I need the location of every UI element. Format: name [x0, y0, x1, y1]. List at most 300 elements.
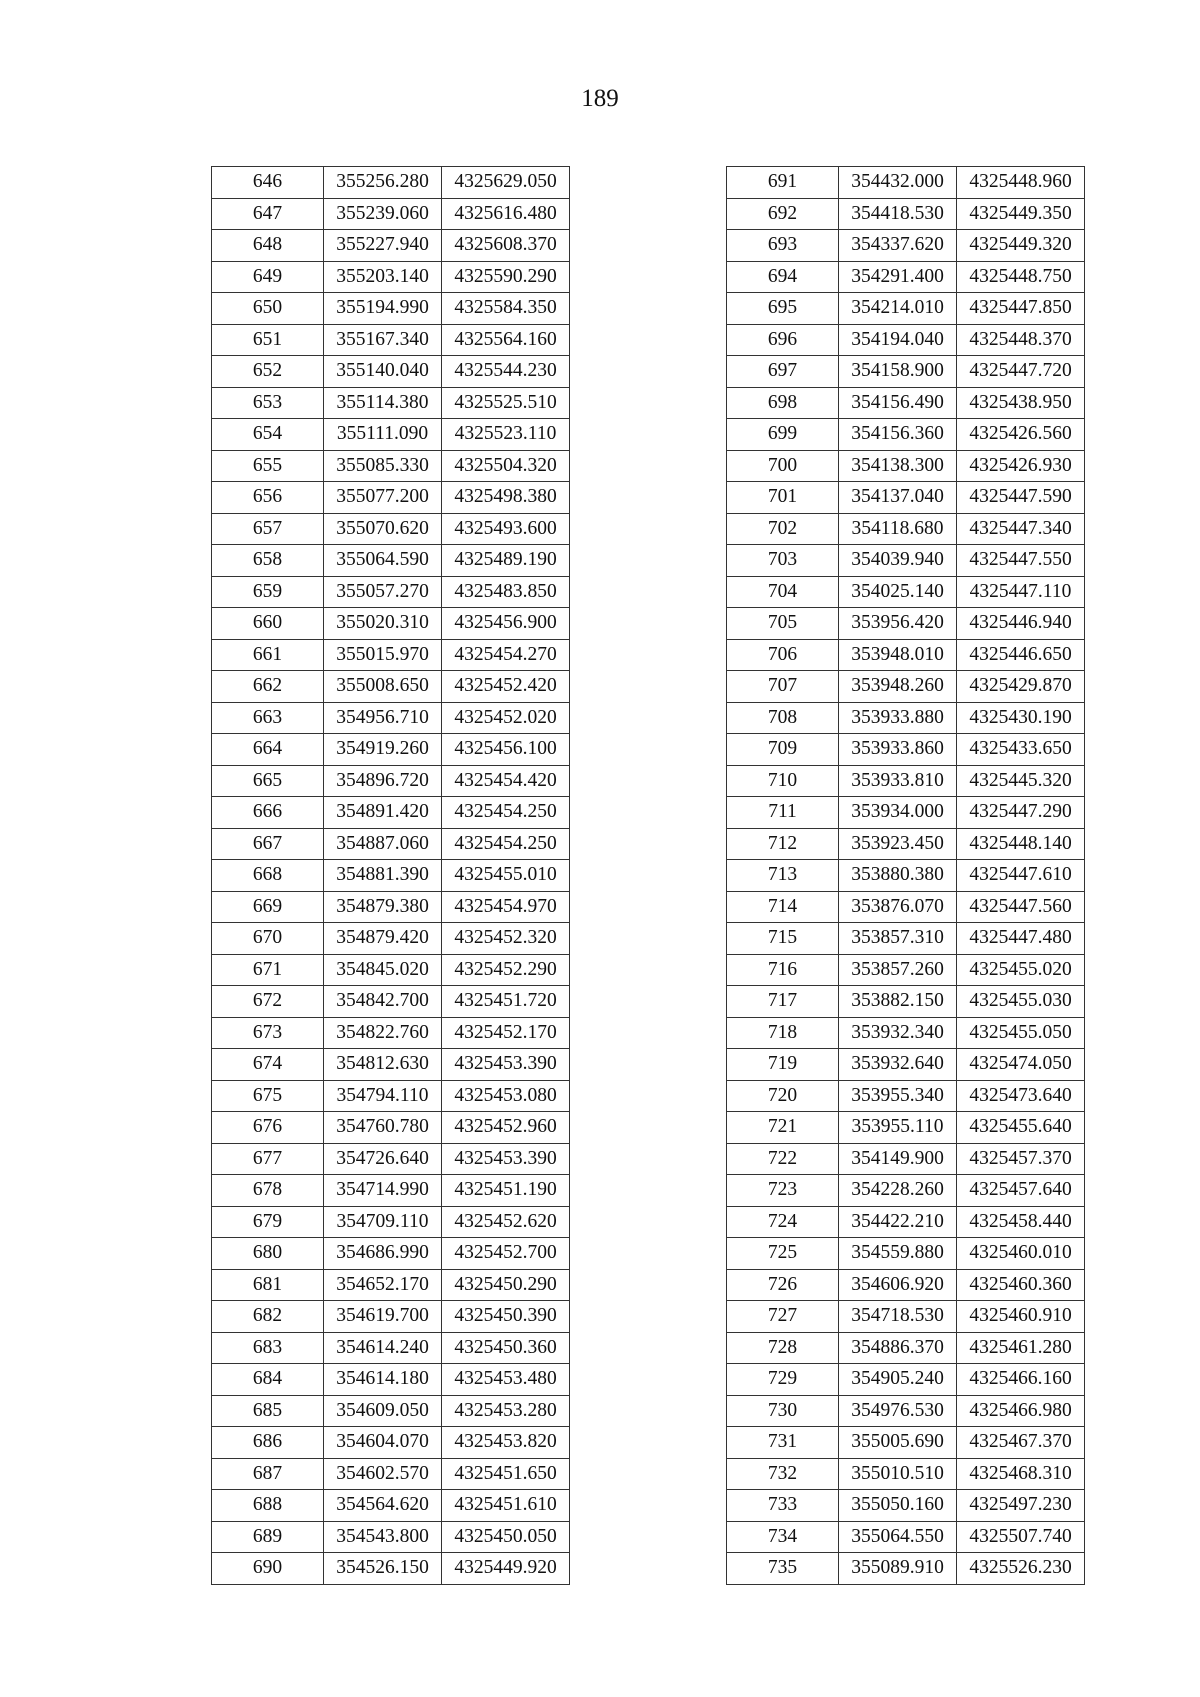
x-coordinate-cell: 353934.000: [839, 797, 957, 829]
y-coordinate-cell: 4325448.750: [957, 261, 1085, 293]
x-coordinate-cell: 354619.700: [324, 1301, 442, 1333]
y-coordinate-cell: 4325449.320: [957, 230, 1085, 262]
y-coordinate-cell: 4325498.380: [442, 482, 570, 514]
point-number-cell: 720: [727, 1080, 839, 1112]
point-number-cell: 733: [727, 1490, 839, 1522]
y-coordinate-cell: 4325456.100: [442, 734, 570, 766]
y-coordinate-cell: 4325447.480: [957, 923, 1085, 955]
x-coordinate-cell: 354291.400: [839, 261, 957, 293]
table-row: [727, 1458, 1085, 1490]
y-coordinate-cell: 4325454.250: [442, 828, 570, 860]
point-number-cell: 647: [212, 198, 324, 230]
table-row: [212, 671, 570, 703]
x-coordinate-cell: 355167.340: [324, 324, 442, 356]
point-number-cell: 734: [727, 1521, 839, 1553]
x-coordinate-cell: 353948.010: [839, 639, 957, 671]
y-coordinate-cell: 4325447.290: [957, 797, 1085, 829]
x-coordinate-cell: 354714.990: [324, 1175, 442, 1207]
x-coordinate-cell: 353932.340: [839, 1017, 957, 1049]
y-coordinate-cell: 4325453.390: [442, 1143, 570, 1175]
table-row: [727, 1269, 1085, 1301]
y-coordinate-cell: 4325448.960: [957, 167, 1085, 199]
y-coordinate-cell: 4325429.870: [957, 671, 1085, 703]
y-coordinate-cell: 4325454.970: [442, 891, 570, 923]
y-coordinate-cell: 4325447.550: [957, 545, 1085, 577]
y-coordinate-cell: 4325450.290: [442, 1269, 570, 1301]
table-row: [727, 576, 1085, 608]
x-coordinate-cell: 354881.390: [324, 860, 442, 892]
y-coordinate-cell: 4325458.440: [957, 1206, 1085, 1238]
x-coordinate-cell: 355064.590: [324, 545, 442, 577]
point-number-cell: 689: [212, 1521, 324, 1553]
y-coordinate-cell: 4325455.640: [957, 1112, 1085, 1144]
table-row: [212, 545, 570, 577]
y-coordinate-cell: 4325454.250: [442, 797, 570, 829]
y-coordinate-cell: 4325608.370: [442, 230, 570, 262]
y-coordinate-cell: 4325450.390: [442, 1301, 570, 1333]
x-coordinate-cell: 355077.200: [324, 482, 442, 514]
table-row: [727, 1080, 1085, 1112]
y-coordinate-cell: 4325451.610: [442, 1490, 570, 1522]
table-row: [212, 639, 570, 671]
point-number-cell: 691: [727, 167, 839, 199]
table-row: [727, 765, 1085, 797]
y-coordinate-cell: 4325452.020: [442, 702, 570, 734]
table-row: [212, 986, 570, 1018]
point-number-cell: 730: [727, 1395, 839, 1427]
table-row: [727, 1017, 1085, 1049]
point-number-cell: 701: [727, 482, 839, 514]
x-coordinate-cell: 354956.710: [324, 702, 442, 734]
table-row: [727, 293, 1085, 325]
point-number-cell: 702: [727, 513, 839, 545]
table-row: [212, 1521, 570, 1553]
y-coordinate-cell: 4325457.640: [957, 1175, 1085, 1207]
point-number-cell: 725: [727, 1238, 839, 1270]
y-coordinate-cell: 4325453.480: [442, 1364, 570, 1396]
table-row: [212, 1458, 570, 1490]
y-coordinate-cell: 4325450.050: [442, 1521, 570, 1553]
point-number-cell: 731: [727, 1427, 839, 1459]
x-coordinate-cell: 354709.110: [324, 1206, 442, 1238]
table-row: [212, 482, 570, 514]
point-number-cell: 685: [212, 1395, 324, 1427]
coordinates-table-body: [727, 167, 1085, 1585]
table-row: [727, 828, 1085, 860]
table-row: [212, 702, 570, 734]
point-number-cell: 715: [727, 923, 839, 955]
y-coordinate-cell: 4325455.020: [957, 954, 1085, 986]
table-row: [212, 1175, 570, 1207]
x-coordinate-cell: 353923.450: [839, 828, 957, 860]
y-coordinate-cell: 4325426.560: [957, 419, 1085, 451]
point-number-cell: 670: [212, 923, 324, 955]
table-row: [212, 450, 570, 482]
table-row: [212, 954, 570, 986]
table-row: [212, 797, 570, 829]
point-number-cell: 657: [212, 513, 324, 545]
y-coordinate-cell: 4325616.480: [442, 198, 570, 230]
y-coordinate-cell: 4325526.230: [957, 1553, 1085, 1585]
x-coordinate-cell: 354891.420: [324, 797, 442, 829]
x-coordinate-cell: 355010.510: [839, 1458, 957, 1490]
table-row: [212, 419, 570, 451]
x-coordinate-cell: 354138.300: [839, 450, 957, 482]
y-coordinate-cell: 4325468.310: [957, 1458, 1085, 1490]
x-coordinate-cell: 354526.150: [324, 1553, 442, 1585]
point-number-cell: 661: [212, 639, 324, 671]
x-coordinate-cell: 353933.860: [839, 734, 957, 766]
point-number-cell: 649: [212, 261, 324, 293]
x-coordinate-cell: 354842.700: [324, 986, 442, 1018]
y-coordinate-cell: 4325467.370: [957, 1427, 1085, 1459]
x-coordinate-cell: 355114.380: [324, 387, 442, 419]
x-coordinate-cell: 354118.680: [839, 513, 957, 545]
x-coordinate-cell: 354614.180: [324, 1364, 442, 1396]
x-coordinate-cell: 355008.650: [324, 671, 442, 703]
x-coordinate-cell: 355015.970: [324, 639, 442, 671]
y-coordinate-cell: 4325453.820: [442, 1427, 570, 1459]
y-coordinate-cell: 4325452.290: [442, 954, 570, 986]
y-coordinate-cell: 4325504.320: [442, 450, 570, 482]
point-number-cell: 650: [212, 293, 324, 325]
point-number-cell: 735: [727, 1553, 839, 1585]
point-number-cell: 659: [212, 576, 324, 608]
y-coordinate-cell: 4325452.620: [442, 1206, 570, 1238]
table-row: [212, 1332, 570, 1364]
table-row: [212, 1206, 570, 1238]
table-row: [727, 450, 1085, 482]
x-coordinate-cell: 354194.040: [839, 324, 957, 356]
table-row: [727, 860, 1085, 892]
table-row: [212, 1269, 570, 1301]
y-coordinate-cell: 4325493.600: [442, 513, 570, 545]
table-row: [727, 419, 1085, 451]
table-row: [212, 1553, 570, 1585]
x-coordinate-cell: 355005.690: [839, 1427, 957, 1459]
point-number-cell: 666: [212, 797, 324, 829]
point-number-cell: 709: [727, 734, 839, 766]
y-coordinate-cell: 4325445.320: [957, 765, 1085, 797]
y-coordinate-cell: 4325452.420: [442, 671, 570, 703]
point-number-cell: 698: [727, 387, 839, 419]
x-coordinate-cell: 355085.330: [324, 450, 442, 482]
table-row: [212, 1080, 570, 1112]
x-coordinate-cell: 355256.280: [324, 167, 442, 199]
table-row: [727, 1175, 1085, 1207]
point-number-cell: 654: [212, 419, 324, 451]
table-row: [727, 230, 1085, 262]
point-number-cell: 669: [212, 891, 324, 923]
point-number-cell: 695: [727, 293, 839, 325]
x-coordinate-cell: 354976.530: [839, 1395, 957, 1427]
table-row: [727, 1112, 1085, 1144]
point-number-cell: 696: [727, 324, 839, 356]
y-coordinate-cell: 4325474.050: [957, 1049, 1085, 1081]
coordinates-table-left: [211, 166, 570, 1585]
point-number-cell: 667: [212, 828, 324, 860]
point-number-cell: 690: [212, 1553, 324, 1585]
point-number-cell: 699: [727, 419, 839, 451]
y-coordinate-cell: 4325450.360: [442, 1332, 570, 1364]
point-number-cell: 719: [727, 1049, 839, 1081]
point-number-cell: 648: [212, 230, 324, 262]
table-row: [212, 1238, 570, 1270]
table-row: [727, 891, 1085, 923]
y-coordinate-cell: 4325447.110: [957, 576, 1085, 608]
table-row: [727, 1143, 1085, 1175]
y-coordinate-cell: 4325447.340: [957, 513, 1085, 545]
table-row: [727, 734, 1085, 766]
x-coordinate-cell: 354158.900: [839, 356, 957, 388]
point-number-cell: 692: [727, 198, 839, 230]
y-coordinate-cell: 4325451.720: [442, 986, 570, 1018]
y-coordinate-cell: 4325473.640: [957, 1080, 1085, 1112]
x-coordinate-cell: 355239.060: [324, 198, 442, 230]
point-number-cell: 653: [212, 387, 324, 419]
point-number-cell: 723: [727, 1175, 839, 1207]
point-number-cell: 676: [212, 1112, 324, 1144]
y-coordinate-cell: 4325449.350: [957, 198, 1085, 230]
x-coordinate-cell: 353956.420: [839, 608, 957, 640]
y-coordinate-cell: 4325564.160: [442, 324, 570, 356]
table-row: [727, 1427, 1085, 1459]
point-number-cell: 658: [212, 545, 324, 577]
point-number-cell: 728: [727, 1332, 839, 1364]
x-coordinate-cell: 354887.060: [324, 828, 442, 860]
x-coordinate-cell: 355140.040: [324, 356, 442, 388]
table-row: [727, 1301, 1085, 1333]
table-row: [212, 576, 570, 608]
table-row: [727, 1490, 1085, 1522]
point-number-cell: 693: [727, 230, 839, 262]
y-coordinate-cell: 4325455.050: [957, 1017, 1085, 1049]
table-row: [212, 513, 570, 545]
table-row: [212, 1017, 570, 1049]
x-coordinate-cell: 354149.900: [839, 1143, 957, 1175]
x-coordinate-cell: 354025.140: [839, 576, 957, 608]
y-coordinate-cell: 4325448.370: [957, 324, 1085, 356]
y-coordinate-cell: 4325461.280: [957, 1332, 1085, 1364]
point-number-cell: 700: [727, 450, 839, 482]
x-coordinate-cell: 354879.420: [324, 923, 442, 955]
point-number-cell: 713: [727, 860, 839, 892]
y-coordinate-cell: 4325453.080: [442, 1080, 570, 1112]
x-coordinate-cell: 355050.160: [839, 1490, 957, 1522]
x-coordinate-cell: 354156.490: [839, 387, 957, 419]
point-number-cell: 680: [212, 1238, 324, 1270]
point-number-cell: 687: [212, 1458, 324, 1490]
point-number-cell: 684: [212, 1364, 324, 1396]
table-row: [212, 261, 570, 293]
y-coordinate-cell: 4325438.950: [957, 387, 1085, 419]
table-row: [727, 1364, 1085, 1396]
x-coordinate-cell: 353933.810: [839, 765, 957, 797]
table-row: [727, 639, 1085, 671]
x-coordinate-cell: 353955.340: [839, 1080, 957, 1112]
table-row: [727, 167, 1085, 199]
x-coordinate-cell: 354919.260: [324, 734, 442, 766]
y-coordinate-cell: 4325453.280: [442, 1395, 570, 1427]
y-coordinate-cell: 4325497.230: [957, 1490, 1085, 1522]
x-coordinate-cell: 354726.640: [324, 1143, 442, 1175]
y-coordinate-cell: 4325590.290: [442, 261, 570, 293]
table-row: [727, 261, 1085, 293]
table-row: [212, 1049, 570, 1081]
x-coordinate-cell: 353857.310: [839, 923, 957, 955]
table-row: [727, 797, 1085, 829]
y-coordinate-cell: 4325455.030: [957, 986, 1085, 1018]
x-coordinate-cell: 354845.020: [324, 954, 442, 986]
y-coordinate-cell: 4325446.650: [957, 639, 1085, 671]
y-coordinate-cell: 4325447.610: [957, 860, 1085, 892]
x-coordinate-cell: 353880.380: [839, 860, 957, 892]
table-row: [727, 198, 1085, 230]
x-coordinate-cell: 353933.880: [839, 702, 957, 734]
point-number-cell: 675: [212, 1080, 324, 1112]
table-row: [212, 734, 570, 766]
y-coordinate-cell: 4325426.930: [957, 450, 1085, 482]
point-number-cell: 707: [727, 671, 839, 703]
y-coordinate-cell: 4325454.270: [442, 639, 570, 671]
y-coordinate-cell: 4325452.700: [442, 1238, 570, 1270]
point-number-cell: 726: [727, 1269, 839, 1301]
y-coordinate-cell: 4325455.010: [442, 860, 570, 892]
point-number-cell: 697: [727, 356, 839, 388]
x-coordinate-cell: 354228.260: [839, 1175, 957, 1207]
table-row: [212, 230, 570, 262]
point-number-cell: 717: [727, 986, 839, 1018]
x-coordinate-cell: 353876.070: [839, 891, 957, 923]
point-number-cell: 683: [212, 1332, 324, 1364]
y-coordinate-cell: 4325466.160: [957, 1364, 1085, 1396]
y-coordinate-cell: 4325430.190: [957, 702, 1085, 734]
x-coordinate-cell: 355089.910: [839, 1553, 957, 1585]
point-number-cell: 652: [212, 356, 324, 388]
x-coordinate-cell: 354418.530: [839, 198, 957, 230]
x-coordinate-cell: 354879.380: [324, 891, 442, 923]
point-number-cell: 662: [212, 671, 324, 703]
x-coordinate-cell: 354686.990: [324, 1238, 442, 1270]
table-row: [212, 1427, 570, 1459]
x-coordinate-cell: 355064.550: [839, 1521, 957, 1553]
point-number-cell: 718: [727, 1017, 839, 1049]
point-number-cell: 686: [212, 1427, 324, 1459]
y-coordinate-cell: 4325451.190: [442, 1175, 570, 1207]
x-coordinate-cell: 354652.170: [324, 1269, 442, 1301]
y-coordinate-cell: 4325448.140: [957, 828, 1085, 860]
x-coordinate-cell: 354137.040: [839, 482, 957, 514]
y-coordinate-cell: 4325466.980: [957, 1395, 1085, 1427]
y-coordinate-cell: 4325525.510: [442, 387, 570, 419]
point-number-cell: 663: [212, 702, 324, 734]
x-coordinate-cell: 354543.800: [324, 1521, 442, 1553]
table-row: [727, 1553, 1085, 1585]
point-number-cell: 646: [212, 167, 324, 199]
point-number-cell: 679: [212, 1206, 324, 1238]
point-number-cell: 664: [212, 734, 324, 766]
point-number-cell: 712: [727, 828, 839, 860]
point-number-cell: 655: [212, 450, 324, 482]
x-coordinate-cell: 354214.010: [839, 293, 957, 325]
x-coordinate-cell: 354039.940: [839, 545, 957, 577]
x-coordinate-cell: 354760.780: [324, 1112, 442, 1144]
x-coordinate-cell: 354905.240: [839, 1364, 957, 1396]
x-coordinate-cell: 353857.260: [839, 954, 957, 986]
x-coordinate-cell: 353955.110: [839, 1112, 957, 1144]
y-coordinate-cell: 4325447.850: [957, 293, 1085, 325]
table-row: [727, 954, 1085, 986]
y-coordinate-cell: 4325433.650: [957, 734, 1085, 766]
y-coordinate-cell: 4325452.170: [442, 1017, 570, 1049]
y-coordinate-cell: 4325451.650: [442, 1458, 570, 1490]
y-coordinate-cell: 4325456.900: [442, 608, 570, 640]
table-row: [727, 356, 1085, 388]
table-row: [727, 1395, 1085, 1427]
point-number-cell: 682: [212, 1301, 324, 1333]
point-number-cell: 694: [727, 261, 839, 293]
table-row: [727, 513, 1085, 545]
table-row: [727, 545, 1085, 577]
x-coordinate-cell: 355020.310: [324, 608, 442, 640]
table-row: [727, 1238, 1085, 1270]
point-number-cell: 660: [212, 608, 324, 640]
table-row: [212, 293, 570, 325]
table-row: [727, 1206, 1085, 1238]
x-coordinate-cell: 355203.140: [324, 261, 442, 293]
y-coordinate-cell: 4325460.010: [957, 1238, 1085, 1270]
x-coordinate-cell: 355227.940: [324, 230, 442, 262]
table-row: [212, 1143, 570, 1175]
table-row: [727, 387, 1085, 419]
y-coordinate-cell: 4325452.960: [442, 1112, 570, 1144]
x-coordinate-cell: 355194.990: [324, 293, 442, 325]
point-number-cell: 729: [727, 1364, 839, 1396]
x-coordinate-cell: 354432.000: [839, 167, 957, 199]
point-number-cell: 681: [212, 1269, 324, 1301]
table-row: [727, 671, 1085, 703]
x-coordinate-cell: 354609.050: [324, 1395, 442, 1427]
x-coordinate-cell: 355070.620: [324, 513, 442, 545]
x-coordinate-cell: 353932.640: [839, 1049, 957, 1081]
y-coordinate-cell: 4325523.110: [442, 419, 570, 451]
table-row: [212, 387, 570, 419]
page-number: 189: [581, 85, 619, 112]
point-number-cell: 665: [212, 765, 324, 797]
point-number-cell: 706: [727, 639, 839, 671]
point-number-cell: 711: [727, 797, 839, 829]
table-row: [727, 1332, 1085, 1364]
y-coordinate-cell: 4325449.920: [442, 1553, 570, 1585]
y-coordinate-cell: 4325453.390: [442, 1049, 570, 1081]
point-number-cell: 651: [212, 324, 324, 356]
point-number-cell: 673: [212, 1017, 324, 1049]
x-coordinate-cell: 354564.620: [324, 1490, 442, 1522]
point-number-cell: 724: [727, 1206, 839, 1238]
coordinates-table-right: [726, 166, 1085, 1585]
x-coordinate-cell: 354606.920: [839, 1269, 957, 1301]
table-row: [212, 324, 570, 356]
x-coordinate-cell: 354602.570: [324, 1458, 442, 1490]
table-row: [727, 1521, 1085, 1553]
y-coordinate-cell: 4325489.190: [442, 545, 570, 577]
table-row: [212, 860, 570, 892]
coordinates-table-body: [212, 167, 570, 1585]
point-number-cell: 716: [727, 954, 839, 986]
point-number-cell: 727: [727, 1301, 839, 1333]
x-coordinate-cell: 354559.880: [839, 1238, 957, 1270]
point-number-cell: 688: [212, 1490, 324, 1522]
